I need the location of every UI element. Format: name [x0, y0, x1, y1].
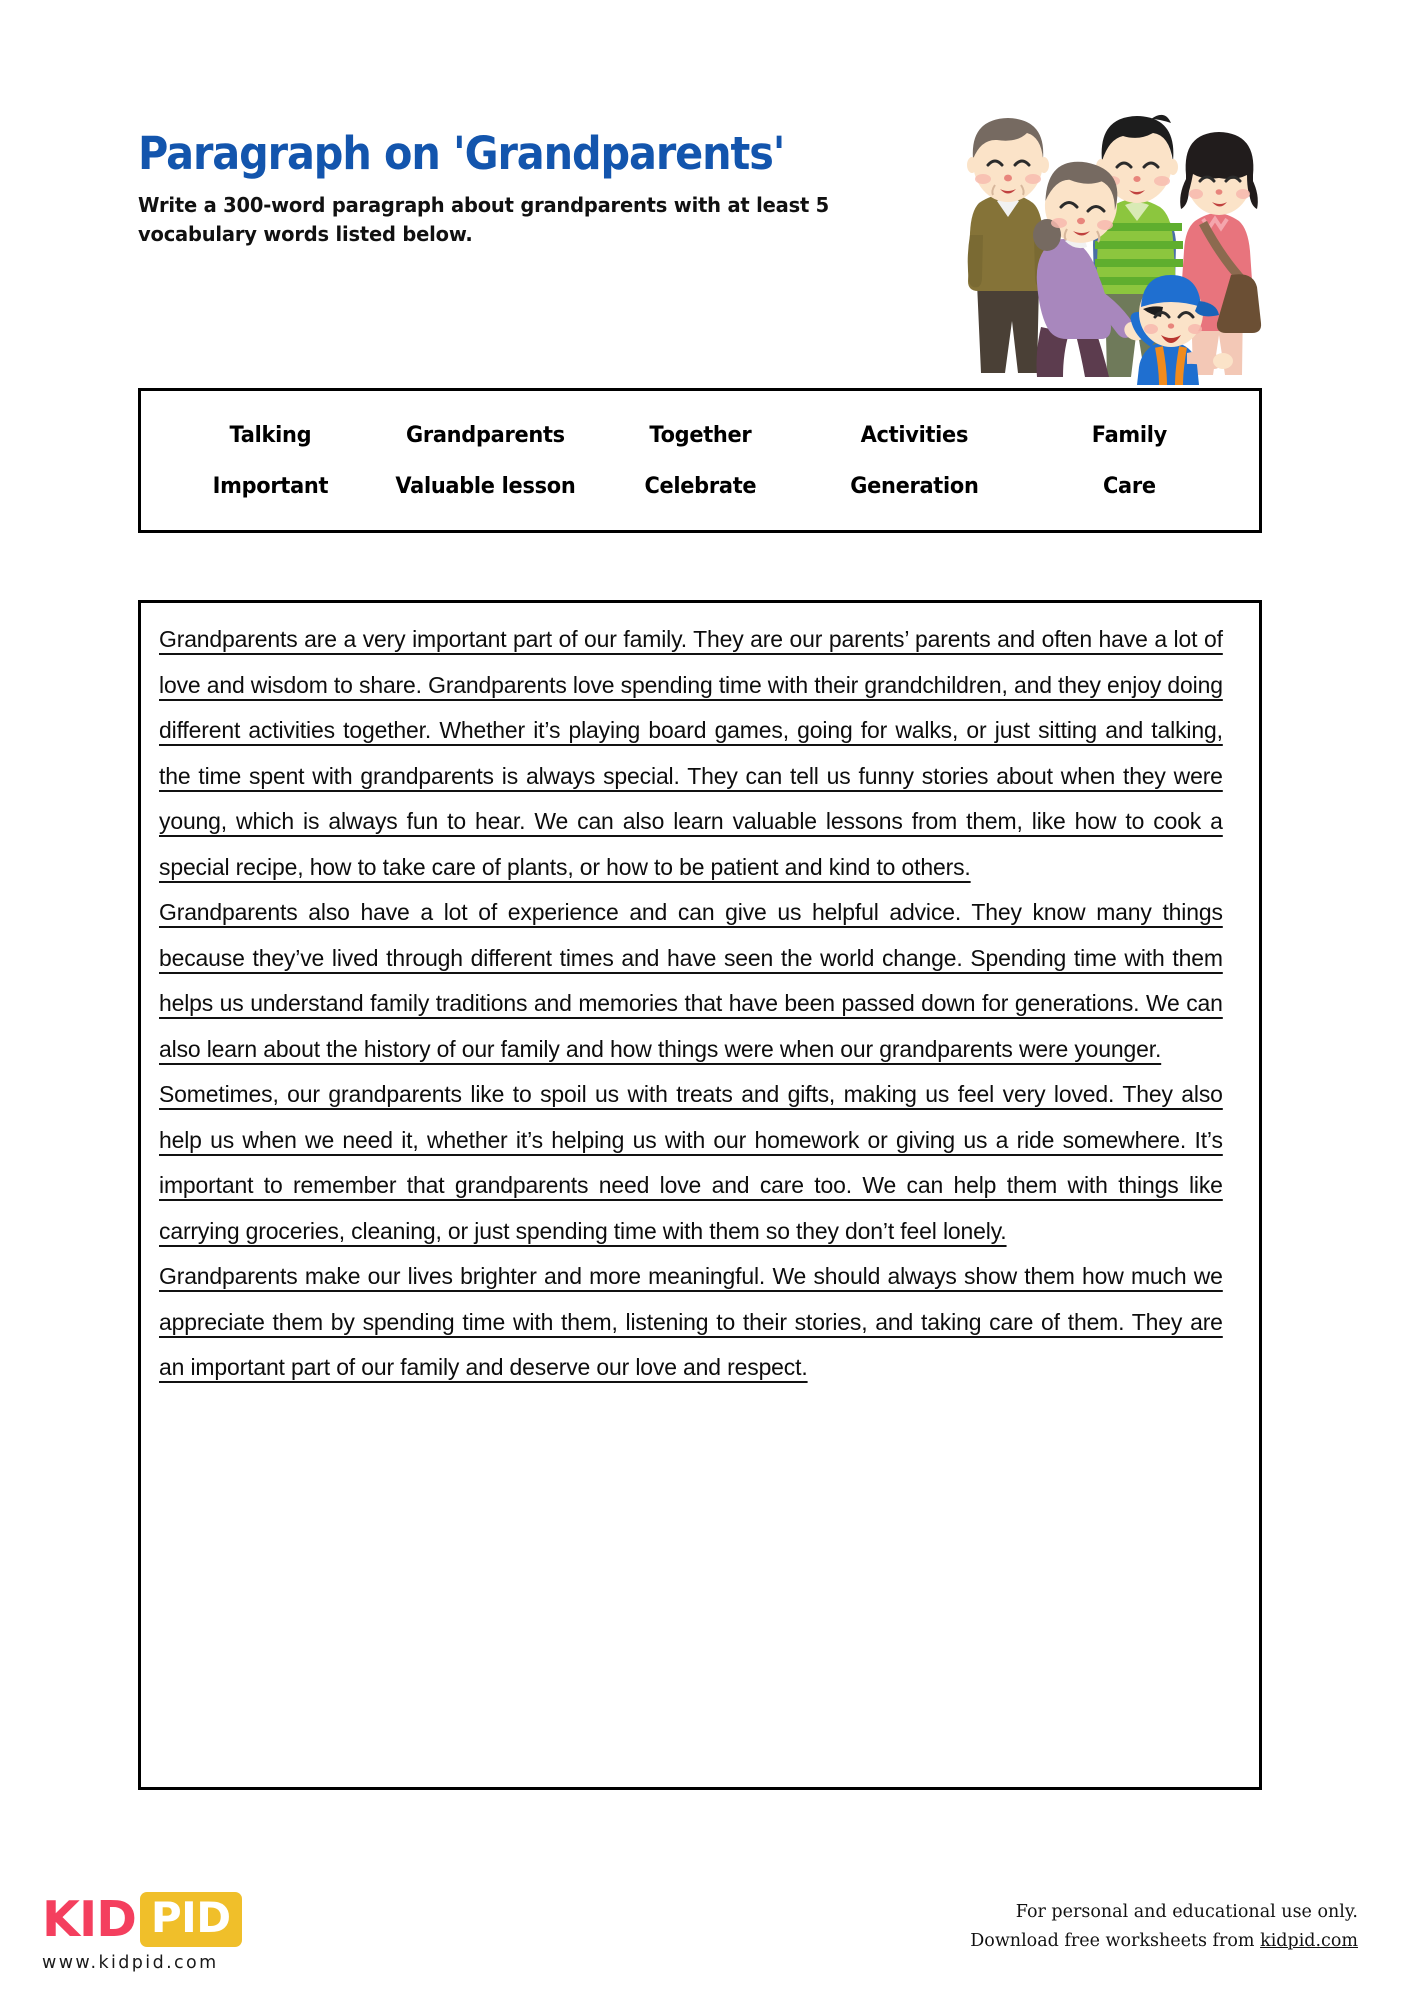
paragraph-1: Grandparents are a very important part of our family. They are our parents’ parents and often have a lot of love and wisdom to share. Grandparents love spending time with their grandchildren, and they enjoy doing different activities together. Whether it’s playing board games, going for walks, or just sitting and talking, the time spent with grandparents is always special. They can tell us funny stories about when they were young, which is always fun to hear. We can also learn valuable lessons from them, like how to cook a special recipe, how to take care of plants, or how to be patient and kind to others.	[159, 626, 1223, 880]
logo-text-pid: PID	[140, 1892, 242, 1947]
vocabulary-word: Important	[212, 473, 329, 499]
logo-mark	[42, 1892, 342, 1946]
footer-note-line-2	[970, 1927, 1358, 1956]
footer-website-link[interactable]: kidpid.com	[1260, 1930, 1358, 1951]
page-title: Paragraph on 'Grandparents'	[138, 127, 785, 180]
vocabulary-word: Activities	[861, 422, 969, 448]
page-subtitle: Write a 300-word paragraph about grandparents with at least 5 vocabulary words listed below.	[138, 193, 830, 247]
vocabulary-word: Grandparents	[405, 422, 565, 448]
vocabulary-box	[138, 388, 1262, 533]
worksheet-header	[138, 127, 958, 249]
kidpid-logo[interactable]	[42, 1892, 342, 1973]
footer-note-line-1: For personal and educational use only.	[1015, 1902, 1358, 1922]
logo-text-kid: KID	[42, 1890, 136, 1948]
paragraph-3: Sometimes, our grandparents like to spoil us with treats and gifts, making us feel very loved. They also help us when we need it, whether it’s helping us with our homework or giving us a ride somewhere. It’s important to remember that grandparents need love and care too. We can help them with things like carrying groceries, cleaning, or just spending time with them so they don’t feel lonely.	[159, 1081, 1223, 1244]
paragraph-4: Grandparents make our lives brighter and more meaningful. We should always show them how much we appreciate them by spending time with them, listening to their stories, and taking care of them. They are an important part of our family and deserve our love and respect.	[159, 1263, 1223, 1380]
paragraph-2: Grandparents also have a lot of experience and can give us helpful advice. They know many things because they’ve lived through different times and have seen the world change. Spending time with them helps us understand family traditions and memories that have been passed down for generations. We can also learn about the history of our family and how things were when our grandparents were younger.	[159, 899, 1223, 1062]
vocabulary-word: Family	[1091, 422, 1168, 448]
logo-website-url: www.kidpid.com	[42, 1953, 219, 1973]
answer-text-box	[138, 600, 1262, 1790]
vocabulary-row-1	[141, 423, 1259, 448]
vocabulary-word: Talking	[229, 422, 312, 448]
footer-note	[970, 1898, 1358, 1956]
vocabulary-word: Generation	[850, 473, 979, 499]
page-footer	[0, 1870, 1414, 2000]
vocabulary-word: Celebrate	[644, 473, 756, 499]
vocabulary-word: Valuable lesson	[395, 473, 576, 499]
footer-note-prefix: Download free worksheets from	[970, 1930, 1261, 1951]
vocabulary-word: Together	[648, 422, 752, 448]
vocabulary-row-2	[141, 474, 1259, 499]
family-illustration	[955, 95, 1265, 385]
vocabulary-word: Care	[1103, 473, 1156, 499]
